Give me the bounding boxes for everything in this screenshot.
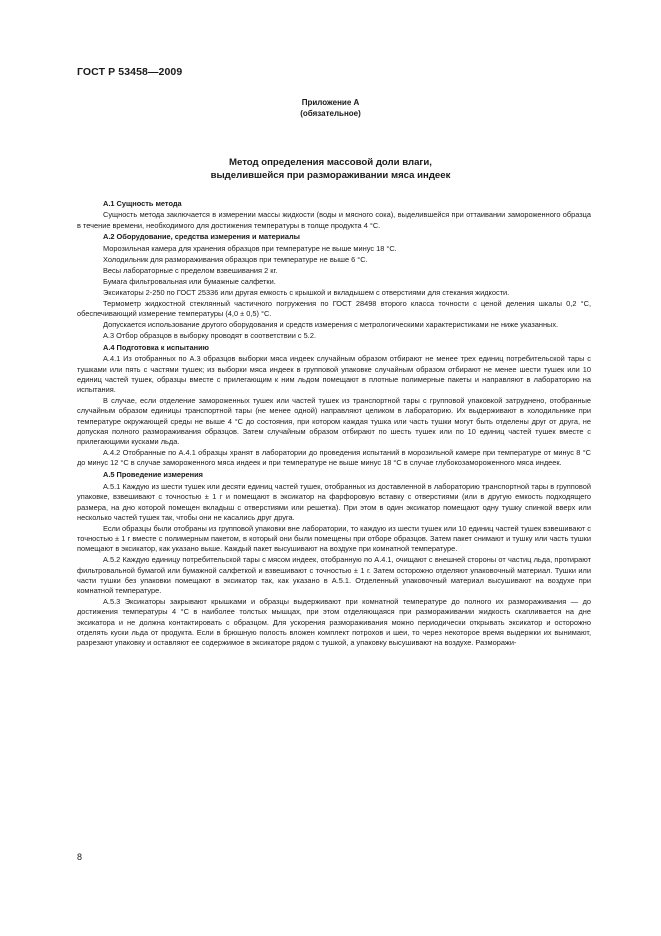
paragraph: Термометр жидкостной стеклянный частичного погружения по ГОСТ 28498 второго класса точности с ценой деления шкалы 0,2 °С, обеспечивающий измерение температуры (4,0 ± 0,5) °С.	[77, 298, 591, 318]
standard-header: ГОСТ Р 53458—2009	[77, 66, 183, 78]
paragraph: А.5.2 Каждую единицу потребительской тары с мясом индеек, отобранную по А.4.1, очищают с внешней стороны от частиц льда, протирают фильтровальной бумагой или бумажной салфеткой и взвешивают с точностью ± 1 г. Затем осторожно отделяют упаковочный материал. Тушки или части тушки без упаковки помещают в эксикатор так, как указано в А.5.1. Отделенный упаковочный материал высушивают на воздухе при комнатной температуре.	[77, 555, 591, 596]
appendix-type: (обязательное)	[300, 109, 361, 118]
title-line-2: выделившейся при размораживании мяса индеек	[210, 170, 451, 181]
paragraph: Эксикаторы 2-250 по ГОСТ 25336 или другая емкость с крышкой и вкладышем с отверстиями для стекания жидкости.	[103, 287, 510, 297]
paragraph: А.4.2 Отобранные по А.4.1 образцы хранят в лаборатории до проведения испытаний в морозильной камере при температуре от минус 8 °С до минус 12 °С в случае замороженного мяса индеек и при температуре не выше минус 18 °С в случае глубокозамороженного мяса индеек.	[77, 448, 591, 468]
appendix-label: Приложение А	[301, 98, 360, 107]
paragraph: Если образцы были отобраны из групповой упаковки вне лаборатории, то каждую из шести тушек или 10 единиц частей тушек взвешивают с точностью ± 1 г вместе с полимерным пакетом, в который они были помещены при отборе образцов. Затем пакет снимают и тушку или часть тушки помещают в эксикатор, как указано выше. Каждый пакет высушивают на воздухе при комнатной температуре.	[77, 523, 591, 554]
paragraph: В случае, если отделение замороженных тушек или частей тушек из транспортной тары с групповой упаковкой затруднено, отобранные случайным образом единицы транспортной тары (не менее одной) направляют целиком в лабораторию. Их выдерживают в холодильнике при температуре окружающей среды не выше 4 °С до состояния, при котором каждая тушка или часть тушки могут быть отделены друг от друга, не допуская полного размораживания образцов. Затем случайным образом отбирают по шесть тушек или по 10 единиц частей тушек вместе с прилегающими кусками льда.	[77, 396, 591, 447]
paragraph: А.5.1 Каждую из шести тушек или десяти единиц частей тушек, отобранных из доставленной в лабораторию транспортной тары в групповой упаковке, взвешивают с точностью ± 1 г и помещают в эксикатор на фарфоровую вставку с отверстиями (или в другую емкость подходящего размера, на дно которой помещен вкладыш с отверстиями или решетка). При этом в один эксикатор помещают одну тушку спинкой вверх или несколько частей тушек так, чтобы они не касались друг друга.	[77, 482, 591, 522]
paragraph: А.4.1 Из отобранных по А.3 образцов выборки мяса индеек случайным образом отбирают не менее трех единиц потребительской тары с тушками или пять с частями тушек; из выборки мяса индеек в групповой упаковке случайным образом отбирают не менее шести тушек или 10 единиц частей тушек, образцы вместе с прилегающим к ним льдом помещают в плотные полимерные пакеты и направляют в лабораторию на испытания.	[77, 354, 591, 395]
paragraph: Морозильная камера для хранения образцов при температуре не выше минус 18 °С.	[103, 244, 397, 254]
paragraph: Допускается использование другого оборудования и средств измерения с метрологическими характеристиками не ниже указанных.	[103, 319, 559, 329]
section-heading-a4: А.4 Подготовка к испытанию	[103, 342, 209, 352]
paragraph-a3: А.3 Отбор образцов в выборку проводят в соответствии с 5.2.	[103, 330, 317, 340]
section-heading-a1: А.1 Сущность метода	[103, 198, 182, 208]
document-body	[77, 197, 591, 649]
paragraph: А.5.3 Эксикаторы закрывают крышками и образцы выдерживают при комнатной температуре до полного их размораживания — до достижения температуры 4 °С в наиболее толстых мышцах, при этом отделяющаяся при размораживании жидкость скапливается на дне эксикатора и не должна контактировать с образцом. Для ускорения размораживания можно периодически открывать эксикатор и осторожно отделять куски льда от продукта. Если в брюшную полость вложен комплект потрохов и шеи, то через некоторое время выдержки их вынимают, разрезают упаковку и оставляют ее содержимое в эксикаторе рядом с тушкой, а упаковку высушивают на воздухе. Разморажи-	[77, 597, 591, 648]
section-heading-a2: А.2 Оборудование, средства измерения и материалы	[103, 232, 300, 242]
paragraph: Весы лабораторные с пределом взвешивания 2 кг.	[103, 265, 278, 275]
page-number: 8	[77, 852, 83, 862]
paragraph: Бумага фильтровальная или бумажные салфетки.	[103, 276, 276, 286]
section-heading-a5: А.5 Проведение измерения	[103, 470, 203, 480]
title-line-1: Метод определения массовой доли влаги,	[229, 157, 432, 168]
paragraph: Сущность метода заключается в измерении массы жидкости (воды и мясного сока), выделившейся при оттаивании замороженного образца в течение времени, необходимого для достижения температуры в толще продукта 4 °С.	[77, 210, 591, 230]
paragraph: Холодильник для размораживания образцов при температуре не выше 6 °С.	[103, 255, 368, 265]
